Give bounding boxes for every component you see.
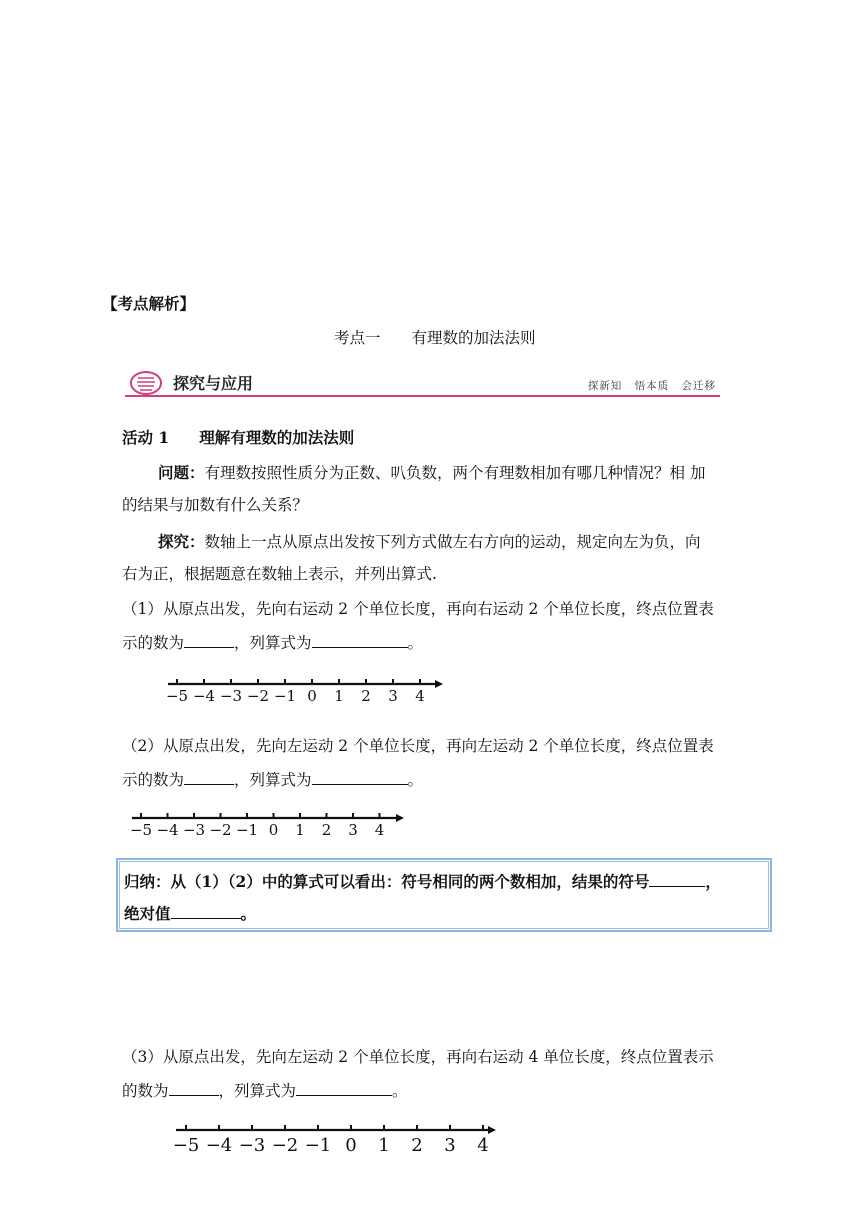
number-line-3 (172, 1118, 501, 1158)
q3-line-2 (122, 1079, 772, 1103)
q1-line-1: （1）从原点出发，先向右运动 2 个单位长度，再向右运动 2 个单位长度，终点位置表 (122, 600, 714, 618)
book-stack-icon (129, 370, 163, 396)
summary-sign-blank[interactable] (649, 870, 705, 887)
activity-heading (122, 426, 772, 450)
q2-line-2 (122, 768, 772, 792)
number-line-label: −4 (205, 1135, 233, 1156)
banner (125, 368, 720, 402)
activity-label: 活动 1 (122, 428, 170, 447)
banner-tags (580, 378, 716, 393)
number-line-arrow (488, 1126, 496, 1134)
summary-text-b: ， (705, 872, 721, 891)
q1-text-a: 示的数为 (122, 634, 185, 652)
number-line-label: −1 (273, 687, 297, 705)
number-line-label: −1 (235, 821, 259, 839)
number-line-label: 1 (334, 687, 344, 705)
q2-formula-blank[interactable] (312, 768, 408, 785)
number-line-label: 2 (361, 687, 371, 705)
number-line-label: 4 (477, 1135, 489, 1156)
q2-text-a: 示的数为 (122, 771, 185, 789)
problem-text-1: 有理数按照性质分为正数、叭负数，两个有理数相加有哪几种情况？相 加 (204, 464, 706, 482)
number-line-label: −2 (246, 687, 270, 705)
banner-rule (125, 395, 720, 397)
banner-tag: 探新知 (587, 380, 623, 392)
q3-text-c: 。 (392, 1082, 408, 1100)
q3-answer-blank[interactable] (169, 1079, 219, 1096)
number-line-label: −3 (219, 687, 243, 705)
number-line-label: −2 (209, 821, 232, 839)
number-line-label: 4 (374, 821, 385, 839)
number-line-label: 1 (295, 821, 305, 839)
q1-line-2 (122, 631, 772, 655)
number-line-label: 0 (345, 1135, 357, 1156)
number-line-label: 1 (378, 1135, 390, 1156)
number-line-label: −2 (271, 1135, 299, 1156)
summary-line-1 (124, 870, 721, 894)
explore-line-1 (158, 530, 808, 554)
banner-tag: 会迁移 (681, 380, 716, 392)
summary-line-2 (124, 902, 256, 926)
number-line-label: −3 (238, 1135, 266, 1156)
number-line-1 (165, 676, 448, 706)
number-line-label: 2 (411, 1135, 423, 1156)
q3-text-a: 的数为 (122, 1082, 169, 1100)
number-line-arrow (435, 680, 443, 688)
q3-formula-blank[interactable] (296, 1079, 392, 1096)
explore-label: 探究： (158, 532, 205, 551)
number-line-label: 4 (415, 687, 425, 705)
number-line-label: 0 (307, 687, 317, 705)
number-line-label: 3 (444, 1135, 456, 1156)
explore-line-2: 右为正，根据题意在数轴上表示，并列出算式. (122, 565, 437, 583)
banner-tag: 悟本质 (634, 380, 670, 392)
section-header: 【考点解析】 (102, 295, 196, 313)
banner-title: 探究与应用 (173, 374, 254, 393)
number-line-label: −4 (156, 821, 179, 839)
q2-line-1: （2）从原点出发，先向左运动 2 个单位长度，再向左运动 2 个单位长度，终点位置表 (122, 737, 714, 755)
summary-box (116, 858, 772, 932)
q3-line-1: （3）从原点出发，先向左运动 2 个单位长度，再向右运动 4 单位长度，终点位置表示 (122, 1048, 714, 1066)
number-line-label: −1 (304, 1135, 332, 1156)
problem-label: 问题： (158, 463, 205, 482)
number-line-2 (129, 810, 412, 840)
q2-text-c: 。 (407, 771, 424, 789)
number-line-label: −5 (165, 687, 189, 705)
number-line-label: −4 (192, 687, 216, 705)
number-line-label: 2 (321, 821, 332, 839)
number-line-label: −3 (182, 821, 206, 839)
q2-text-b: ，列算式为 (234, 771, 312, 789)
problem-line-2: 的结果与加数有什么关系？ (122, 496, 309, 514)
summary-text-c: 绝对值 (124, 904, 171, 923)
q1-formula-blank[interactable] (312, 631, 408, 648)
activity-title: 理解有理数的加法法则 (199, 428, 355, 447)
topic-title: 考点一 有理数的加法法则 (334, 329, 536, 347)
q1-answer-blank[interactable] (184, 631, 234, 648)
number-line-label: −5 (172, 1135, 200, 1156)
explore-text-1: 数轴上一点从原点出发按下列方式做左右方向的运动，规定向左为负，向 (204, 533, 701, 551)
summary-text-d: 。 (240, 904, 257, 923)
problem-line-1 (158, 461, 808, 485)
number-line-label: 3 (348, 821, 358, 839)
number-line-label: 0 (268, 821, 279, 839)
number-line-label: 3 (388, 687, 398, 705)
number-line-arrow (396, 814, 404, 822)
q1-text-c: 。 (407, 634, 424, 652)
summary-abs-blank[interactable] (171, 902, 241, 919)
number-line-label: −5 (129, 821, 153, 839)
q1-text-b: ，列算式为 (234, 634, 312, 652)
q2-answer-blank[interactable] (184, 768, 234, 785)
q3-text-b: ，列算式为 (218, 1082, 297, 1100)
summary-text-a: 归纳：从（1）（2）中的算式可以看出：符号相同的两个数相加，结果的符号 (124, 872, 650, 891)
